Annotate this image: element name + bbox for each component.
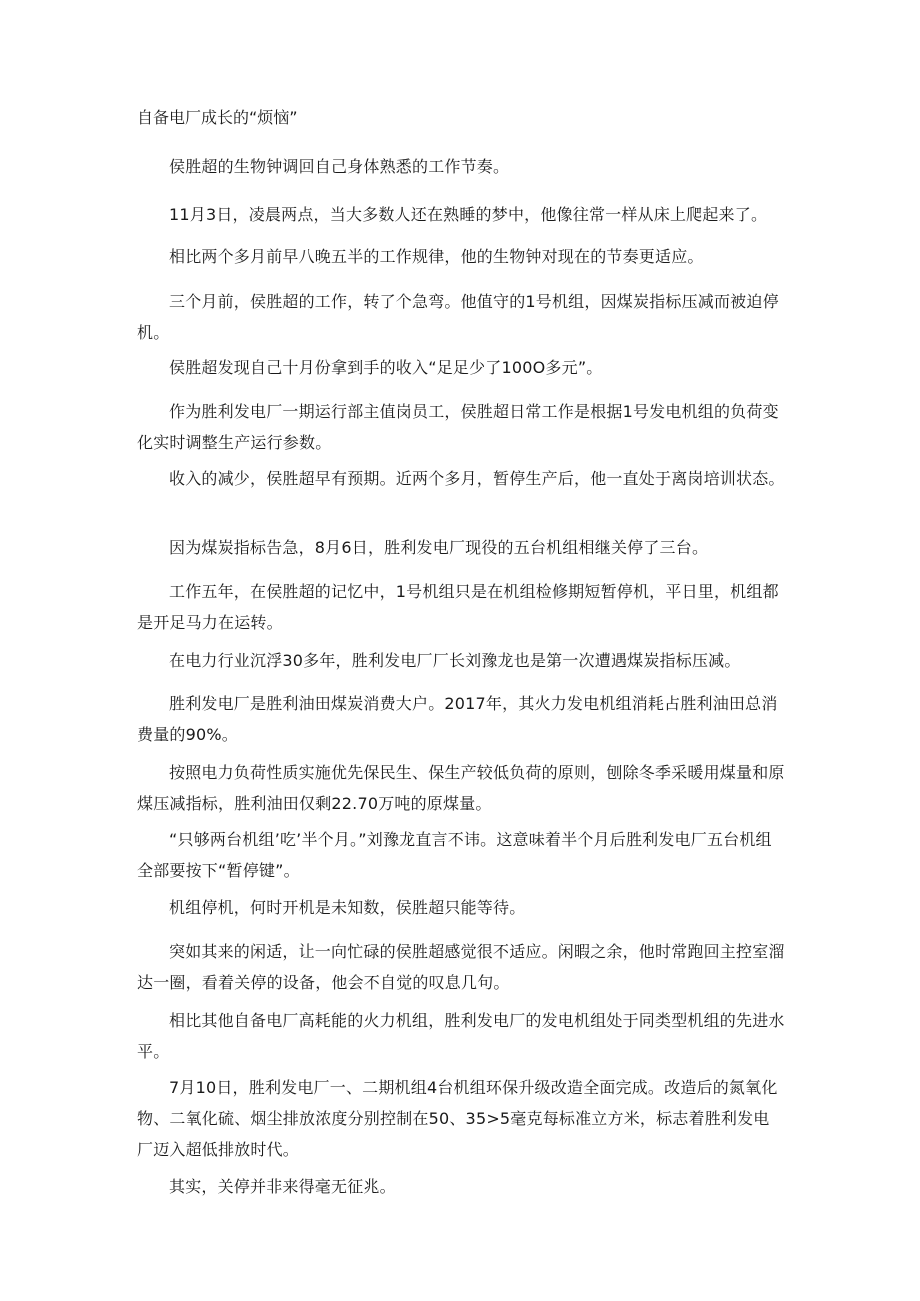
paragraph: 侯胜超的生物钟调回自己身体熟悉的工作节奏。 [169, 157, 510, 176]
paragraph: 作为胜利发电厂一期运行部主值岗员工，侯胜超日常工作是根据1号发电机组的负荷变化实时调整生产运行参数。 [137, 402, 779, 452]
paragraph: 相比两个多月前早八晚五半的工作规律，他的生物钟对现在的节奏更适应。 [169, 247, 704, 266]
paragraph: 因为煤炭指标告急，8月6日，胜利发电厂现役的五台机组相继关停了三台。 [169, 538, 709, 557]
paragraph: 按照电力负荷性质实施优先保民生、保生产较低负荷的原则，刨除冬季采暖用煤量和原煤压减指标，胜利油田仅剩22.70万吨的原煤量。 [137, 763, 785, 813]
paragraph: 在电力行业沉浮30多年，胜利发电厂厂长刘豫龙也是第一次遭遇煤炭指标压减。 [169, 651, 741, 670]
paragraph: 收入的减少，侯胜超早有预期。近两个多月，暂停生产后，他一直处于离岗培训状态。 [169, 469, 785, 488]
paragraph: 三个月前，侯胜超的工作，转了个急弯。他值守的1号机组，因煤炭指标压减而被迫停机。 [137, 292, 779, 342]
document-title: 自备电厂成长的“烦恼” [137, 108, 298, 127]
paragraph: 胜利发电厂是胜利油田煤炭消费大户。2017年，其火力发电机组消耗占胜利油田总消费量的90%。 [137, 694, 778, 744]
paragraph: 机组停机，何时开机是未知数，侯胜超只能等待。 [169, 898, 526, 917]
paragraph: 相比其他自备电厂高耗能的火力机组，胜利发电厂的发电机组处于同类型机组的先进水平。 [137, 1011, 785, 1061]
paragraph: 其实，关停并非来得毫无征兆。 [169, 1177, 396, 1196]
paragraph: 7月10日，胜利发电厂一、二期机组4台机组环保升级改造全面完成。改造后的氮氧化物、二氧化硫、烟尘排放浓度分别控制在50、35>5毫克每标准立方米，标志着胜利发电厂迈入超低排放时代。 [137, 1078, 778, 1159]
paragraph: 工作五年，在侯胜超的记忆中，1号机组只是在机组检修期短暂停机，平日里，机组都是开足马力在运转。 [137, 582, 779, 632]
paragraph: 11月3日，凌晨两点，当大多数人还在熟睡的梦中，他像往常一样从床上爬起来了。 [169, 205, 768, 224]
paragraph: 突如其来的闲适，让一向忙碌的侯胜超感觉很不适应。闲暇之余，他时常跑回主控室溜达一圈，看着关停的设备，他会不自觉的叹息几句。 [137, 942, 785, 992]
paragraph: 侯胜超发现自己十月份拿到手的收入“足足少了100O多元”。 [169, 358, 603, 377]
paragraph: “只够两台机组’吃’半个月。”刘豫龙直言不讳。这意味着半个月后胜利发电厂五台机组全部要按下“暂停键”。 [137, 830, 772, 880]
